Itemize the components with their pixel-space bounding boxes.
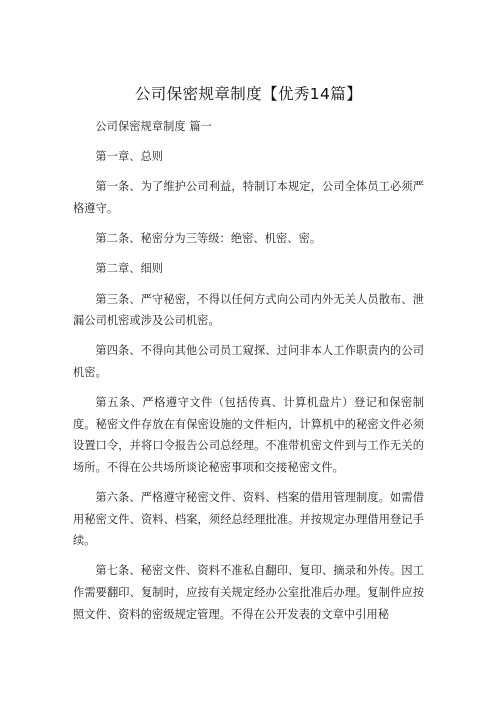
article-paragraph: 第五条、严格遵守文件（包括传真、计算机盘片）登记和保密制度。秘密文件存放在有保密设施的文件柜内，计算机中的秘密文件必须设置口令，并将口令报告公司总经理。不准带机密文件到与工作无关的场所。不得在公共场所谈论秘密事项和交接秘密文件。: [73, 396, 424, 474]
article-paragraph: 第二条、秘密分为三等级：绝密、机密、密。: [95, 232, 322, 246]
article-paragraph: 第一条、为了维护公司利益，特制订本规定，公司全体员工必须严格遵守。: [73, 180, 424, 215]
chapter-heading: 第二章、细则: [95, 262, 164, 276]
document-body: [73, 116, 424, 625]
article-paragraph: 第四条、不得向其他公司员工窥探、过问非本人工作职责内的公司机密。: [73, 344, 424, 379]
section-heading: 公司保密规章制度 篇一: [95, 120, 212, 133]
article-paragraph: 第三条、严守秘密，不得以任何方式向公司内外无关人员散布、泄漏公司机密或涉及公司机密。: [73, 292, 424, 328]
chapter-heading: 第一章、总则: [95, 150, 164, 164]
article-paragraph: 第六条、严格遵守秘密文件、资料、档案的借用管理制度。如需借用秘密文件、资料、档案，须经总经理批准。并按规定办理借用登记手续。: [73, 491, 424, 548]
article-paragraph: 第七条、秘密文件、资料不准私自翻印、复印、摘录和外传。因工作需要翻印、复制时，应按有关规定经办公室批准后办理。复制件应按照文件、资料的密级规定管理。不得在公开发表的文章中引用秘: [73, 564, 424, 621]
document-title: 公司保密规章制度【优秀14篇】: [134, 85, 363, 103]
